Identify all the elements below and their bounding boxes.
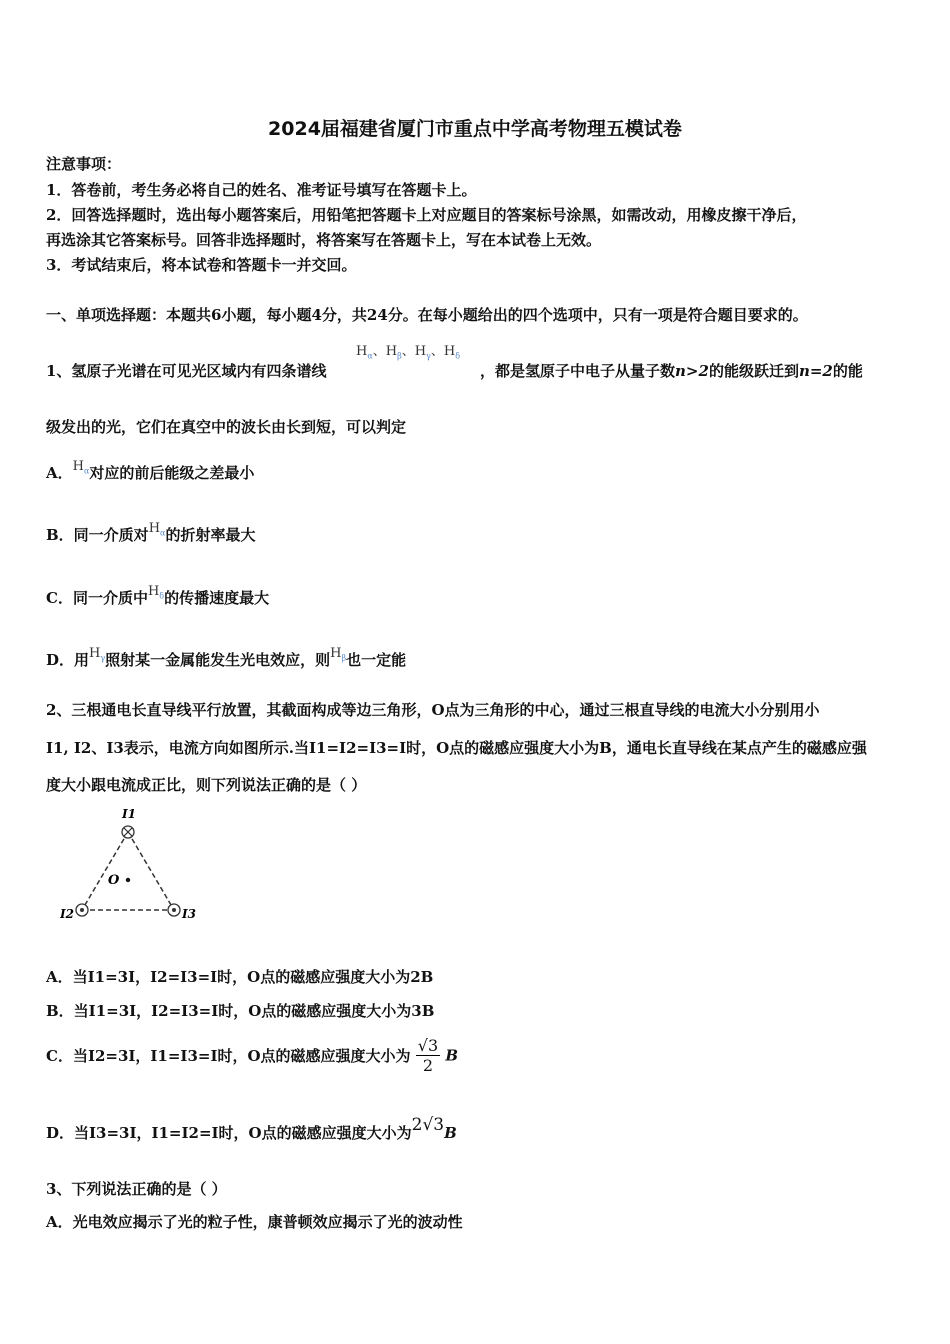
notes-heading: 注意事项： (46, 155, 122, 173)
note-1: 1．答卷前，考生务必将自己的姓名、准考证号填写在答题卡上。 (46, 181, 477, 199)
q2-option-c: C．当I2=3I，I1=I3=I时，O点的磁感应强度大小为 $\frac{√3}{2}$ B (46, 1036, 459, 1075)
q2-option-d: D．当I3=3I，I1=I2=I时，O点的磁感应强度大小为2√3B (46, 1115, 457, 1142)
section-heading: 一、单项选择题：本题共6小题，每小题4分，共24分。在每小题给出的四个选项中，只有一项是符合题目要求的。 (46, 306, 808, 324)
q2-stem-line2: I1, I2、I3表示，电流方向如图所示.当I1=I2=I3=I时，O点的磁感应强度大小为B，通电长直导线在某点产生的磁感应强 (46, 739, 867, 757)
center-point-o (126, 878, 130, 882)
page-title: 2024届福建省厦门市重点中学高考物理五模试卷 (268, 118, 682, 140)
label-i2: I2 (60, 907, 74, 921)
q1-option-c: C．同一介质中$H_\delta$的传播速度最大 (46, 584, 270, 607)
q1-stem-line2: 级发出的光，它们在真空中的波长由长到短，可以判定 (46, 418, 407, 436)
note-2: 2．回答选择题时，选出每小题答案后，用铅笔把答题卡上对应题目的答案标号涂黑，如需改动，用橡皮擦干净后， (46, 206, 807, 224)
q1-stem-line1-cont: ，都是氢原子中电子从量子数n>2的能级跃迁到n=2的能 (480, 362, 863, 380)
q3-option-a: A．光电效应揭示了光的粒子性，康普顿效应揭示了光的波动性 (46, 1213, 463, 1231)
label-i1: I1 (122, 807, 136, 821)
sqrt3-over-2-fraction: $\frac{√3}{2}$ (417, 1036, 439, 1075)
note-3: 3．考试结束后，将本试卷和答题卡一并交回。 (46, 256, 357, 274)
q1-option-a: A．$H_\alpha$对应的前后能级之差最小 (46, 459, 255, 482)
spectral-lines-formula: $H_\alpha$、$H_\beta$、$H_\gamma$、$H_\delta$ (356, 344, 461, 361)
q3-stem: 3、下列说法正确的是（ ） (46, 1180, 227, 1198)
triangle-edge-right (128, 832, 174, 910)
label-o: O (108, 873, 120, 888)
q1-option-d: D．用$H_\gamma$照射某一金属能发生光电效应，则$H_\beta$也一定能 (46, 646, 407, 669)
note-2-cont: 再选涂其它答案标号。回答非选择题时，将答案写在答题卡上，写在本试卷上无效。 (46, 231, 602, 249)
q2-stem-line1: 2、三根通电长直导线平行放置，其截面构成等边三角形，O点为三角形的中心，通过三根直导线的电流大小分别用小 (46, 701, 820, 719)
q1-stem-line1: 1、氢原子光谱在可见光区域内有四条谱线 (46, 362, 327, 380)
triangle-edge-left (82, 832, 128, 910)
two-sqrt3-value: 2√3 (411, 1115, 445, 1135)
q1-option-b: B．同一介质对$H_\alpha$的折射率最大 (46, 521, 256, 544)
label-i3: I3 (182, 907, 196, 921)
q2-option-b: B．当I1=3I，I2=I3=I时，O点的磁感应强度大小为3B (46, 1002, 435, 1020)
q2-stem-line3: 度大小跟电流成正比，则下列说法正确的是（ ） (46, 776, 367, 794)
current-triangle-figure (60, 806, 200, 926)
q2-option-a: A．当I1=3I，I2=I3=I时，O点的磁感应强度大小为2B (46, 968, 434, 986)
